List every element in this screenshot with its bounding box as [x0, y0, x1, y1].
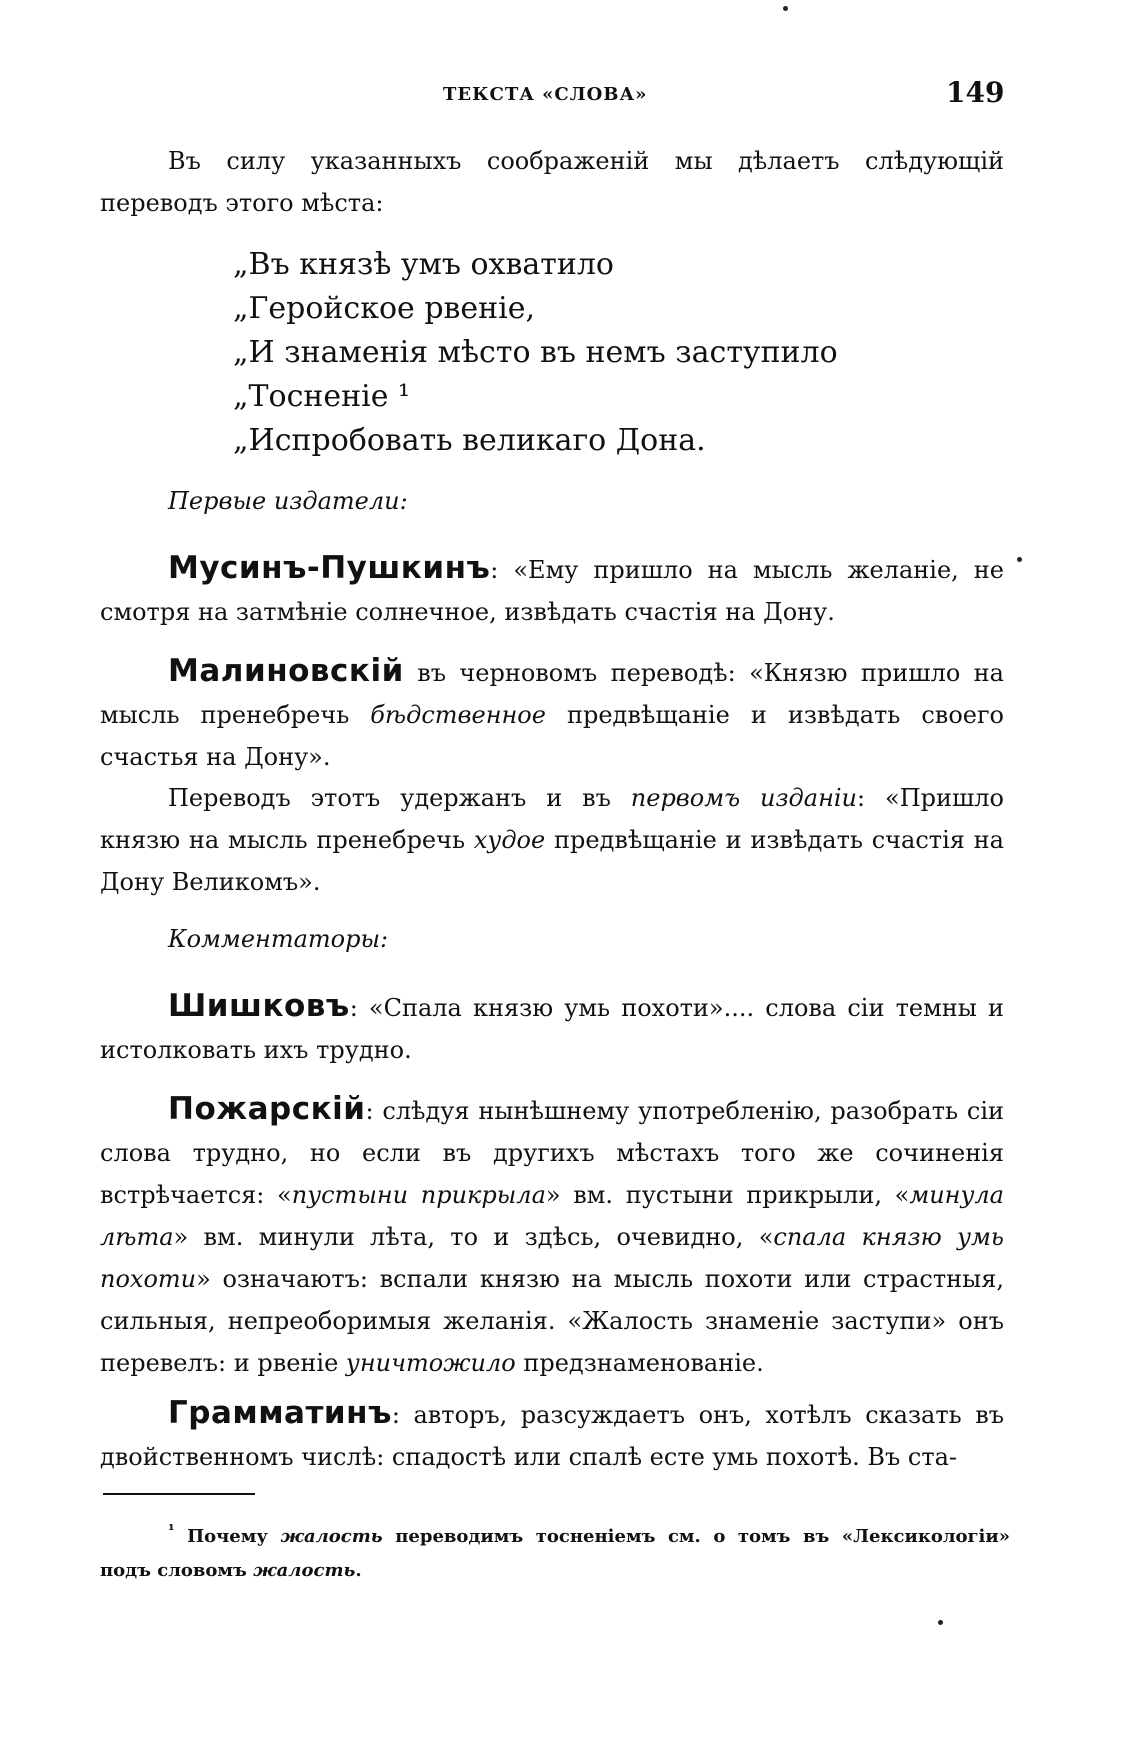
paragraph-musin-pushkin	[100, 547, 1004, 633]
footnote-divider	[103, 1493, 255, 1495]
paragraph-text: предвѣщаніе и извѣдать своего счастья на Дону».	[100, 701, 1004, 771]
paragraph-text: » означаютъ: вспали князю на мысль похоти или страстныя, сильныя, непреоборимыя желанія. «Жалость знаменіе заступи» онъ перевелъ: и рвеніе	[100, 1265, 1004, 1377]
footnote-text: переводимъ тосненіемъ см. о томъ въ «Лексикологіи» подъ словомъ	[100, 1526, 1010, 1581]
paragraph-shishkov	[100, 985, 1004, 1071]
italic-term: спала князю умь похоти	[100, 1223, 1004, 1293]
verse-translation	[233, 243, 838, 463]
running-title: ТЕКСТА «СЛОВА»	[443, 84, 648, 105]
italic-term: пустыни прикрыла	[291, 1181, 546, 1209]
paragraph-text: предзнаменованіе.	[515, 1349, 764, 1377]
paragraph-text: : «Ему пришло на мысль желаніе, не смотря на затмѣніе солнечное, извѣдать счастія на Дону.	[100, 556, 1004, 626]
italic-term: жалость	[253, 1560, 356, 1581]
verse-line: „Геройское рвеніе,	[233, 291, 536, 326]
page-number: 149	[946, 76, 1005, 109]
verse-line: „Испробовать великаго Дона.	[233, 423, 706, 458]
verse-line: „И знаменія мѣсто въ немъ заступило	[233, 335, 838, 370]
paragraph-first-edition	[100, 777, 1004, 903]
paragraph-text: Переводъ этотъ удержанъ и въ	[168, 784, 631, 812]
paragraph-text: предвѣщаніе и извѣдать счастія на Дону Великомъ».	[100, 826, 1004, 896]
italic-term: уничтожило	[345, 1349, 516, 1377]
section-heading-commentators: Комментаторы:	[168, 925, 389, 953]
paragraph-grammatin	[100, 1392, 1004, 1478]
author-name: Грамматинъ	[168, 1395, 392, 1431]
italic-term: жалость	[280, 1526, 383, 1547]
footnote-text: Почему	[174, 1526, 281, 1547]
author-name: Малиновскій	[168, 653, 404, 689]
paragraph-pozharsky	[100, 1088, 1004, 1384]
section-heading-first-publishers: Первые издатели:	[168, 487, 408, 515]
verse-line: „Въ князѣ умъ охватило	[233, 247, 614, 282]
italic-term: первомъ изданіи	[630, 784, 858, 812]
print-speck	[783, 6, 788, 11]
paragraph-text: » вм. минули лѣта, то и здѣсь, очевидно, «	[173, 1223, 774, 1251]
paragraph-text: » вм. пустыни прикрыли, «	[545, 1181, 910, 1209]
italic-term: минула лѣта	[100, 1181, 1004, 1251]
footnote	[100, 1513, 1010, 1588]
author-name: Мусинъ-Пушкинъ	[168, 550, 491, 586]
paragraph-text: : «Пришло князю на мысль пренебречь	[100, 784, 1004, 854]
footnote-mark: ¹	[168, 1521, 175, 1539]
paragraph-malinovsky	[100, 650, 1004, 778]
verse-line: „Тосненіе ¹	[233, 379, 411, 414]
print-speck	[1017, 557, 1022, 562]
paragraph-text: : «Спала князю умь похоти».... слова сіи темны и истолковать ихъ трудно.	[100, 994, 1004, 1064]
paragraph-text: : слѣдуя нынѣшнему употребленію, разобрать сіи слова трудно, но если въ другихъ мѣстахъ того же сочиненія встрѣчается: «	[100, 1097, 1004, 1209]
italic-term: худое	[473, 826, 546, 854]
paragraph-text: : авторъ, разсуждаетъ онъ, хотѣлъ сказать въ двойственномъ числѣ: спадостѣ или спалѣ есте умь похотѣ. Въ ста-	[100, 1401, 1004, 1471]
footnote-text: .	[355, 1560, 362, 1581]
italic-term: бѣдственное	[370, 701, 546, 729]
intro-text: Въ силу указанныхъ соображеній мы дѣлаетъ слѣдующій переводъ этого мѣста:	[100, 147, 1004, 217]
author-name: Пожарскій	[168, 1091, 366, 1127]
intro-paragraph	[100, 140, 1004, 224]
author-name: Шишковъ	[168, 988, 350, 1024]
print-speck	[938, 1620, 943, 1625]
paragraph-text: въ черновомъ переводѣ: «Князю пришло на мысль пренебречь	[100, 659, 1004, 729]
